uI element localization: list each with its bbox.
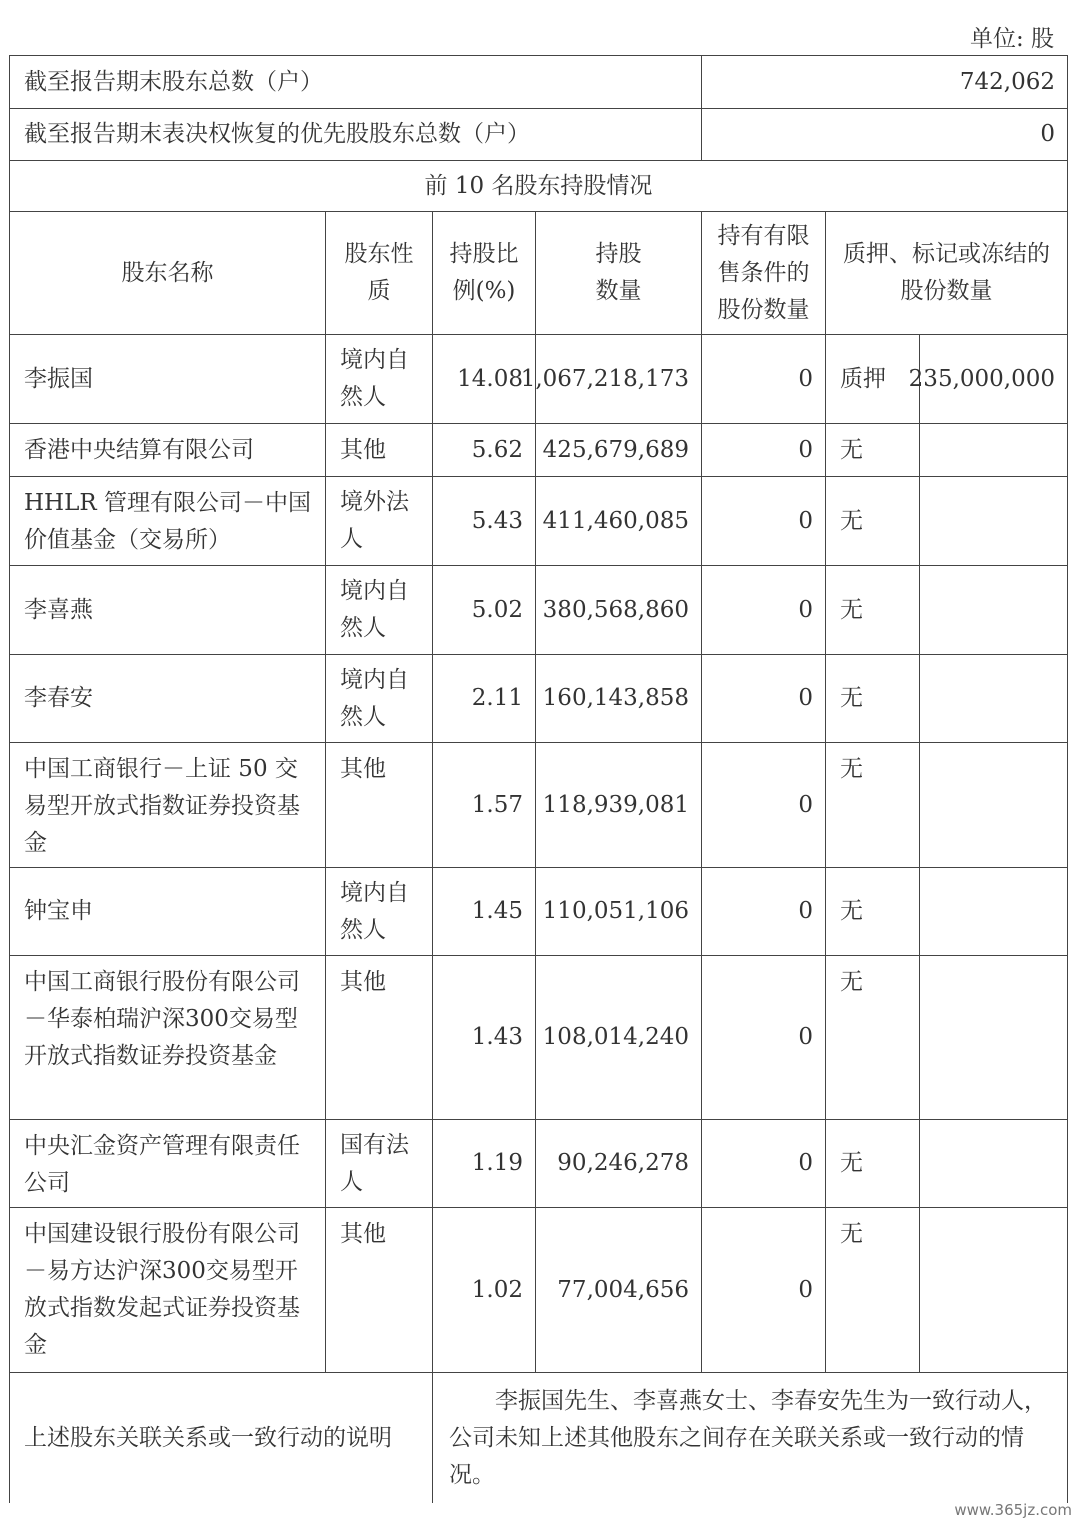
cell-pledge-status: 无 <box>825 423 920 477</box>
cell-pledge-status: 无 <box>825 654 920 743</box>
cell-nature: 国有法人 <box>325 1119 433 1208</box>
cell-ratio: 1.57 <box>432 742 536 868</box>
cell-pledge-status: 无 <box>825 1207 920 1373</box>
cell-ratio: 5.02 <box>432 565 536 655</box>
cell-restricted: 0 <box>701 423 826 477</box>
cell-shares: 90,246,278 <box>535 1119 702 1208</box>
cell-pledge-amount: 235,000,000 <box>919 334 1068 424</box>
cell-shares: 425,679,689 <box>535 423 702 477</box>
cell-name: 中国建设银行股份有限公司－易方达沪深300交易型开放式指数发起式证券投资基金 <box>9 1207 326 1373</box>
cell-restricted: 0 <box>701 654 826 743</box>
cell-shares: 411,460,085 <box>535 476 702 566</box>
header-shares: 持股数量 <box>535 211 702 335</box>
cell-pledge-status: 无 <box>825 742 920 868</box>
cell-nature: 境内自然人 <box>325 654 433 743</box>
cell-pledge-status: 无 <box>825 565 920 655</box>
watermark: www.365jz.com <box>954 1501 1072 1519</box>
cell-ratio: 1.43 <box>432 955 536 1120</box>
cell-pledge-amount <box>919 867 1068 956</box>
cell-pledge-amount <box>919 654 1068 743</box>
total-holders-value: 742,062 <box>701 55 1068 109</box>
cell-name: 中央汇金资产管理有限责任公司 <box>9 1119 326 1208</box>
section-title: 前 10 名股东持股情况 <box>9 160 1068 212</box>
cell-name: HHLR 管理有限公司－中国价值基金（交易所） <box>9 476 326 566</box>
cell-name: 李喜燕 <box>9 565 326 655</box>
cell-pledge-status: 无 <box>825 1119 920 1208</box>
cell-nature: 其他 <box>325 1207 433 1373</box>
cell-restricted: 0 <box>701 1119 826 1208</box>
cell-pledge-amount <box>919 742 1068 868</box>
relationship-label: 上述股东关联关系或一致行动的说明 <box>9 1372 433 1503</box>
cell-shares: 110,051,106 <box>535 867 702 956</box>
cell-name: 李振国 <box>9 334 326 424</box>
cell-name: 钟宝申 <box>9 867 326 956</box>
cell-pledge-amount <box>919 423 1068 477</box>
cell-pledge-status: 质押 <box>825 334 920 424</box>
header-pledge: 质押、标记或冻结的股份数量 <box>825 211 1068 335</box>
cell-restricted: 0 <box>701 476 826 566</box>
cell-shares: 118,939,081 <box>535 742 702 868</box>
cell-nature: 境内自然人 <box>325 867 433 956</box>
cell-restricted: 0 <box>701 955 826 1120</box>
cell-name: 中国工商银行股份有限公司－华泰柏瑞沪深300交易型开放式指数证券投资基金 <box>9 955 326 1120</box>
cell-shares: 77,004,656 <box>535 1207 702 1373</box>
cell-ratio: 5.62 <box>432 423 536 477</box>
header-name: 股东名称 <box>9 211 326 335</box>
cell-name: 李春安 <box>9 654 326 743</box>
cell-shares: 160,143,858 <box>535 654 702 743</box>
header-nature: 股东性质 <box>325 211 433 335</box>
cell-nature: 境内自然人 <box>325 565 433 655</box>
cell-nature: 其他 <box>325 742 433 868</box>
relationship-text: 李振国先生、李喜燕女士、李春安先生为一致行动人，公司未知上述其他股东之间存在关联关系或一致行动的情况。 <box>432 1372 1068 1503</box>
total-holders-label: 截至报告期末股东总数（户） <box>9 55 702 109</box>
cell-pledge-amount <box>919 955 1068 1120</box>
cell-shares: 1,067,218,173 <box>535 334 702 424</box>
cell-ratio: 1.45 <box>432 867 536 956</box>
cell-ratio: 1.19 <box>432 1119 536 1208</box>
cell-pledge-status: 无 <box>825 955 920 1120</box>
preferred-holders-value: 0 <box>701 108 1068 161</box>
cell-shares: 380,568,860 <box>535 565 702 655</box>
cell-nature: 其他 <box>325 955 433 1120</box>
cell-pledge-status: 无 <box>825 476 920 566</box>
cell-name: 香港中央结算有限公司 <box>9 423 326 477</box>
cell-pledge-amount <box>919 1207 1068 1373</box>
cell-ratio: 14.08 <box>432 334 536 424</box>
cell-restricted: 0 <box>701 867 826 956</box>
cell-name: 中国工商银行－上证 50 交易型开放式指数证券投资基金 <box>9 742 326 868</box>
cell-ratio: 1.02 <box>432 1207 536 1373</box>
cell-restricted: 0 <box>701 565 826 655</box>
cell-ratio: 5.43 <box>432 476 536 566</box>
cell-nature: 境内自然人 <box>325 334 433 424</box>
cell-ratio: 2.11 <box>432 654 536 743</box>
header-restricted: 持有有限售条件的股份数量 <box>701 211 826 335</box>
cell-shares: 108,014,240 <box>535 955 702 1120</box>
cell-restricted: 0 <box>701 742 826 868</box>
cell-pledge-amount <box>919 476 1068 566</box>
cell-pledge-amount <box>919 565 1068 655</box>
unit-label: 单位: 股 <box>969 26 1054 52</box>
preferred-holders-label: 截至报告期末表决权恢复的优先股股东总数（户） <box>9 108 702 161</box>
cell-restricted: 0 <box>701 334 826 424</box>
cell-nature: 其他 <box>325 423 433 477</box>
cell-pledge-status: 无 <box>825 867 920 956</box>
cell-restricted: 0 <box>701 1207 826 1373</box>
cell-nature: 境外法人 <box>325 476 433 566</box>
header-ratio: 持股比例(%) <box>432 211 536 335</box>
cell-pledge-amount <box>919 1119 1068 1208</box>
